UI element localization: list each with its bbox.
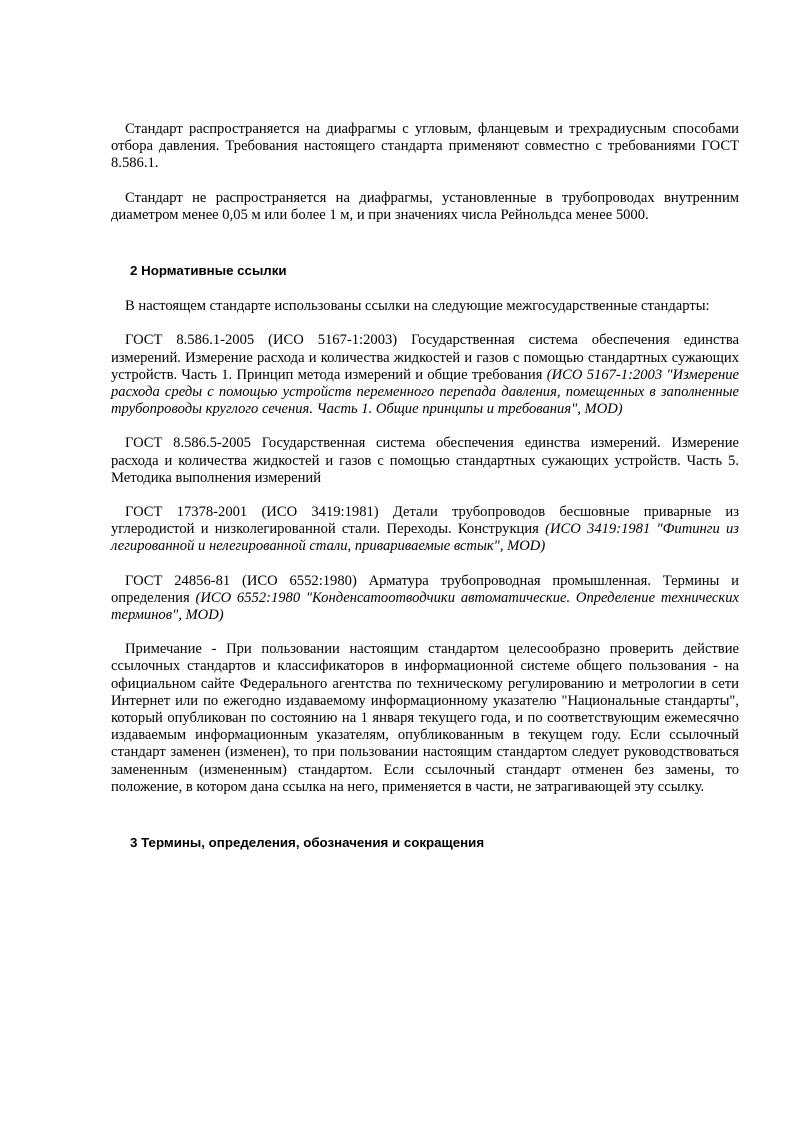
reference-international-equivalent: (ИСО 6552:1980 "Конденсатоотводчики автоматические. Определение технических терминов", MOD) <box>111 589 739 624</box>
reference-gost-24856 <box>111 573 739 625</box>
document-page <box>111 121 739 851</box>
section-2-heading: 2 Нормативные ссылки <box>130 263 287 279</box>
reference-gost-8-586-5 <box>111 435 739 487</box>
references-note: Примечание - При пользовании настоящим стандартом целесообразно проверить действие ссылочных стандартов и классификаторов в информационной системе общего пользования - на официальном сайте Федерального агентства по техническому регулированию и метрологии в сети Интернет или по ежегодно издаваемому информационному указателю "Национальные стандарты", который опубликован по состоянию на 1 января текущего года, и по соответствующим ежемесячно издаваемым информационным указателям, опубликованным в текущем году. Если ссылочный стандарт заменен (изменен), то при пользовании настоящим стандартом следует руководствоваться замененным (измененным) стандартом. Если ссылочный стандарт отменен без замены, то положение, в котором дана ссылка на него, применяется в части, не затрагивающей эту ссылку. <box>111 641 739 795</box>
reference-gost-17378 <box>111 504 739 556</box>
reference-text: ГОСТ 8.586.5-2005 Государственная система обеспечения единства измерений. Измерение расхода и количества жидкостей и газов с помощью стандартных сужающих устройств. Часть 5. Методика выполнения измерений <box>111 435 739 486</box>
reference-international-equivalent: (ИСО 5167-1:2003 "Измерение расхода среды с помощью устройств переменного перепада давления, помещенных в заполненные трубопроводы круглого сечения. Часть 1. Общие принципы и требования", MOD) <box>111 366 739 418</box>
reference-text: ГОСТ 17378-2001 (ИСО 3419:1981) Детали трубопроводов бесшовные приварные из углеродистой и низколегированной стали. Переходы. Конструкция <box>111 504 739 538</box>
scope-paragraph-2: Стандарт не распространяется на диафрагмы, установленные в трубопроводах внутренним диаметром менее 0,05 м или более 1 м, и при значениях числа Рейнольдса менее 5000. <box>111 189 739 223</box>
reference-international-equivalent: (ИСО 3419:1981 "Фитинги из легированной и нелегированной стали, привариваемые встык", MOD) <box>111 521 739 555</box>
references-intro: В настоящем стандарте использованы ссылки на следующие межгосударственные стандарты: <box>125 298 710 315</box>
scope-paragraph-1: Стандарт распространяется на диафрагмы с угловым, фланцевым и трехрадиусным способами отбора давления. Требования настоящего стандарта применяют совместно с требованиями ГОСТ 8.586.1. <box>111 121 739 172</box>
reference-text: ГОСТ 8.586.1-2005 (ИСО 5167-1:2003) Государственная система обеспечения единства измерений. Измерение расхода и количества жидкостей и газов с помощью стандартных сужающих устройств. Часть 1. Принцип метода измерений и общие требования <box>111 332 739 383</box>
section-3-heading: 3 Термины, определения, обозначения и сокращения <box>130 835 485 851</box>
reference-text: ГОСТ 24856-81 (ИСО 6552:1980) Арматура трубопроводная промышленная. Термины и определения <box>111 572 739 606</box>
reference-gost-8-586-1 <box>111 332 739 418</box>
